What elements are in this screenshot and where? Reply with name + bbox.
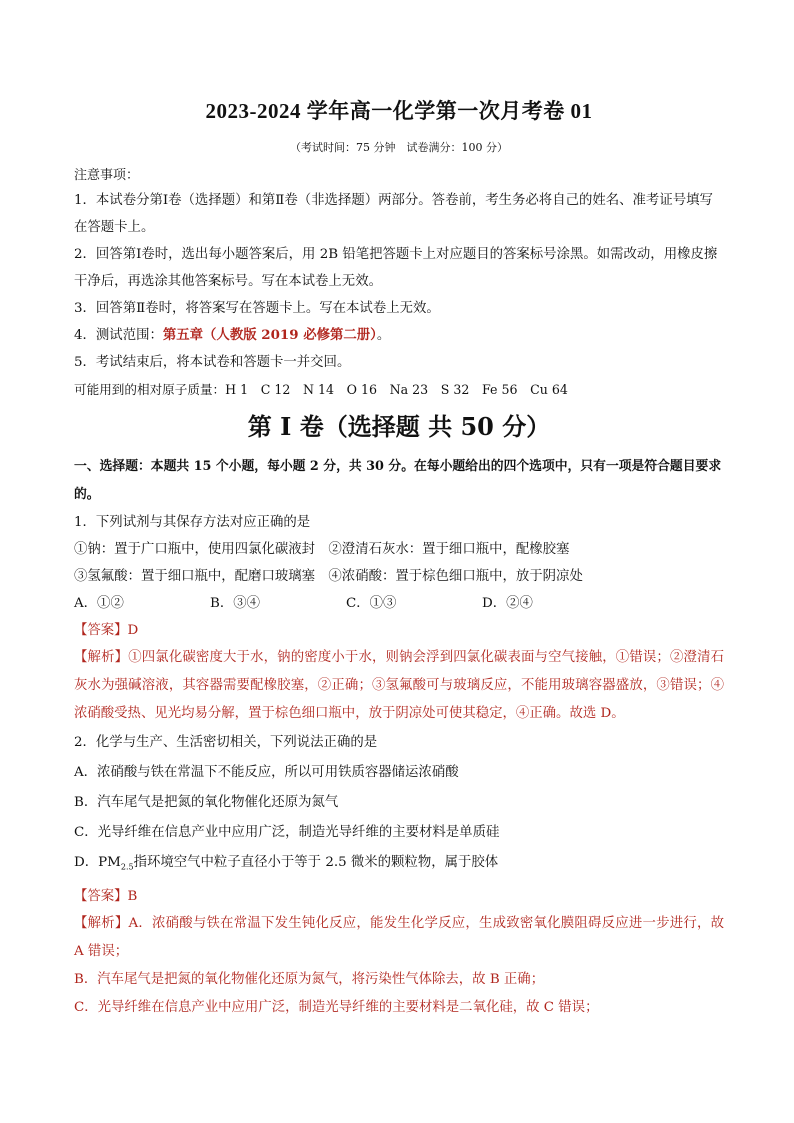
question-2-option-d-text: 指环境空气中粒子直径小于等于 2.5 微米的颗粒物，属于胶体 — [133, 855, 499, 870]
question-1-stem: 1．下列试剂与其保存方法对应正确的是 — [74, 515, 311, 530]
notice-item-4-prefix: 4．测试范围： — [74, 328, 163, 343]
notice-heading: 注意事项： — [74, 168, 140, 183]
question-2-option-b: B．汽车尾气是把氮的氧化物催化还原为氮气 — [74, 795, 339, 810]
question-2-analysis-c: C．光导纤维在信息产业中应用广泛，制造光导纤维的主要材料是二氧化硅，故 C 错误； — [74, 999, 599, 1015]
notice-item-3: 3．回答第Ⅱ卷时，将答案写在答题卡上。写在本试卷上无效。 — [74, 301, 440, 316]
exam-page — [74, 95, 724, 1022]
question-2-answer: 【答案】B — [74, 888, 138, 904]
test-scope: 第五章（人教版 2019 必修第二册） — [162, 327, 377, 343]
notice-item-2: 2．回答第Ⅰ卷时，选出每小题答案后，用 2B 铅笔把答题卡上对应题目的答案标号涂黑。如需改动，用橡皮擦干净后，再选涂其他答案标号。写在本试卷上无效。 — [74, 247, 718, 289]
question-1-analysis-tag: 【解析】 — [74, 650, 129, 665]
question-2-analysis-a — [74, 910, 724, 966]
question-1-option-d: D．②④ — [482, 596, 533, 611]
question-2-stem: 2．化学与生产、生活密切相关，下列说法正确的是 — [74, 735, 378, 750]
question-1-option-b: B．③④ — [210, 596, 261, 611]
question-1-option-a: A．①② — [74, 596, 124, 611]
question-2-option-c: C．光导纤维在信息产业中应用广泛，制造光导纤维的主要材料是单质硅 — [74, 825, 500, 840]
notice-section — [74, 165, 724, 403]
question-1-analysis-text: ①四氯化碳密度大于水，钠的密度小于水，则钠会浮到四氯化碳表面与空气接触，①错误；②澄清石灰水为强碱溶液，其容器需要配橡胶塞，②正确；③氢氟酸可与玻璃反应，不能用玻璃容器盛放，③错误；④浓硝酸受热、见光均易分解，置于棕色细口瓶中，放于阴凉处可使其稳定，④正确。故选 D。 — [74, 650, 725, 721]
question-1-option-c: C．①③ — [346, 596, 397, 611]
question-2-analysis-a-text: A．浓硝酸与铁在常温下发生钝化反应，能发生化学反应，生成致密氧化膜阻碍反应进一步进行，故 A 错误； — [74, 915, 724, 959]
question-2-option-d-prefix: D．PM — [74, 855, 121, 870]
question-1-analysis — [74, 644, 724, 728]
notice-item-5: 5．考试结束后，将本试卷和答题卡一并交回。 — [74, 355, 351, 370]
notice-item-1: 1．本试卷分第Ⅰ卷（选择题）和第Ⅱ卷（非选择题）两部分。答卷前，考生务必将自己的姓名、准考证号填写在答题卡上。 — [74, 193, 713, 235]
section-1-intro: 一、选择题：本题共 15 个小题，每小题 2 分，共 30 分。在每小题给出的四个选项中，只有一项是符合题目要求的。 — [74, 459, 722, 502]
question-2 — [74, 728, 724, 1022]
question-1-line-2: ③氢氟酸：置于细口瓶中，配磨口玻璃塞 ④浓硝酸：置于棕色细口瓶中，放于阴凉处 — [74, 569, 583, 584]
atomic-mass-line: 可能用到的相对原子质量：H 1 C 12 N 14 O 16 Na 23 S 32 Fe 56 Cu 64 — [74, 382, 568, 397]
exam-subtitle: （考试时间：75 分钟 试卷满分：100 分） — [290, 141, 508, 154]
notice-item-4-suffix: 。 — [376, 328, 391, 343]
notice-item-4 — [74, 322, 724, 349]
question-2-analysis-b: B．汽车尾气是把氮的氧化物催化还原为氮气，将污染性气体除去，故 B 正确； — [74, 971, 545, 987]
question-1-line-1: ①钠：置于广口瓶中，使用四氯化碳液封 ②澄清石灰水：置于细口瓶中，配橡胶塞 — [74, 542, 570, 557]
question-1-options — [74, 590, 724, 617]
section-1-title: 第 I 卷（选择题 共 50 分） — [247, 412, 551, 441]
question-1 — [74, 509, 724, 728]
question-2-option-d — [74, 848, 724, 883]
question-2-analysis-tag: 【解析】 — [74, 915, 129, 931]
question-2-option-a: A．浓硝酸与铁在常温下不能反应，所以可用铁质容器储运浓硝酸 — [74, 765, 459, 780]
exam-title: 2023-2024 学年高一化学第一次月考卷 01 — [205, 99, 593, 123]
question-1-answer: 【答案】D — [74, 623, 139, 638]
pm-subscript: 2.5 — [120, 862, 134, 872]
